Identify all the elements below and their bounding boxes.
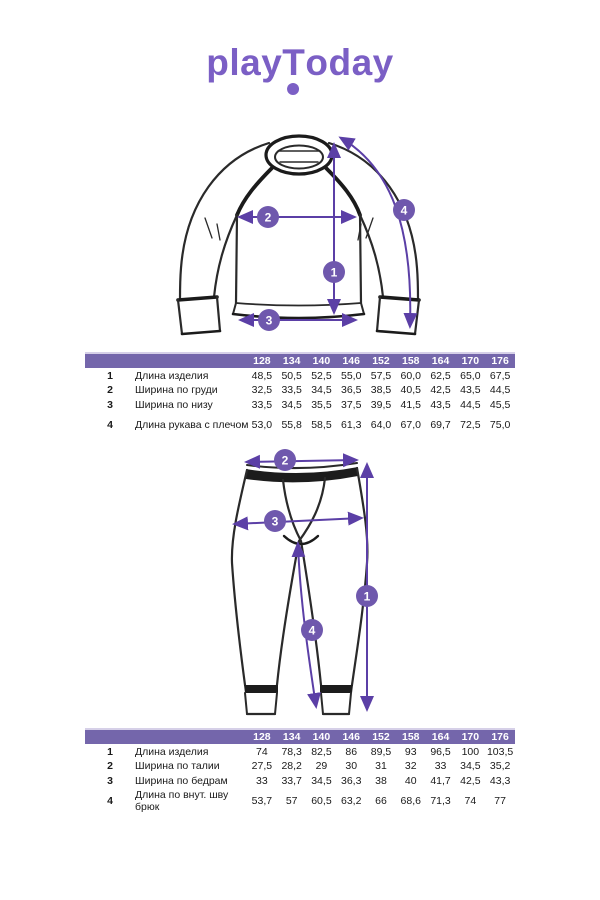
- value-cell: 43,3: [489, 774, 511, 787]
- value-cell: 57,5: [370, 369, 392, 382]
- value-cell: 34,5: [311, 384, 332, 397]
- value-cell: 78,3: [281, 745, 302, 758]
- value-cell: 35,5: [311, 398, 332, 411]
- waistband: [246, 467, 358, 482]
- row-number-cell: 2: [107, 384, 113, 397]
- value-cell: 33,7: [281, 774, 302, 787]
- size-header-cell: 170: [461, 730, 480, 743]
- value-cell: 35,2: [489, 760, 511, 773]
- value-cell: 103,5: [486, 745, 514, 758]
- value-cell: 33,5: [251, 398, 273, 411]
- value-cell: 37,5: [341, 398, 362, 411]
- marker-circle-4: [301, 619, 323, 641]
- value-cell: 72,5: [460, 419, 481, 432]
- value-cell: 32: [404, 760, 417, 773]
- row-number-cell: 3: [107, 398, 113, 411]
- marker-circle-2: [257, 206, 279, 228]
- value-cell: 65,0: [460, 369, 481, 382]
- marker-circle-1: [323, 261, 345, 283]
- value-cell: 60,5: [311, 794, 332, 807]
- svg-text:1: 1: [330, 265, 338, 280]
- value-cell: 48,5: [251, 369, 273, 382]
- value-cell: 43,5: [460, 384, 481, 397]
- measure-line-3-hips: [235, 518, 361, 524]
- table-row: [85, 397, 515, 412]
- marker-circle-3: [264, 510, 286, 532]
- value-cell: 93: [404, 745, 417, 758]
- value-cell: 32,5: [251, 384, 273, 397]
- value-cell: 67,0: [400, 419, 421, 432]
- svg-text:3: 3: [271, 514, 279, 529]
- value-cell: 55,8: [281, 419, 302, 432]
- marker-circle-1: [356, 585, 378, 607]
- value-cell: 40,5: [400, 384, 421, 397]
- value-cell: 42,5: [430, 384, 451, 397]
- size-header-cell: 134: [282, 354, 301, 367]
- measure-name-cell: Длина изделия: [135, 369, 209, 382]
- svg-text:2: 2: [264, 210, 272, 225]
- logo-text-t-with-dot: T: [282, 42, 306, 83]
- size-table-header: [85, 352, 515, 368]
- value-cell: 74: [256, 745, 268, 758]
- marker-circle-2: [274, 449, 296, 471]
- value-cell: 52,5: [311, 369, 332, 382]
- size-header-cell: 158: [402, 730, 420, 743]
- measure-name-cell: Ширина по бедрам: [135, 774, 228, 787]
- value-cell: 60,0: [400, 369, 421, 382]
- value-cell: 36,5: [341, 384, 362, 397]
- svg-text:3: 3: [265, 313, 273, 328]
- size-header-cell: 134: [282, 730, 301, 743]
- value-cell: 43,5: [430, 398, 451, 411]
- right-cuff-band: [320, 685, 353, 693]
- table-row: [85, 368, 515, 383]
- size-header-cell: 140: [312, 730, 331, 743]
- value-cell: 40: [404, 774, 417, 787]
- value-cell: 55,0: [341, 369, 362, 382]
- value-cell: 45,5: [489, 398, 511, 411]
- value-cell: 34,5: [460, 760, 481, 773]
- value-cell: 89,5: [370, 745, 392, 758]
- measure-line-2-waist: [247, 460, 356, 462]
- brand-logo: [0, 42, 600, 84]
- value-cell: 41,5: [400, 398, 421, 411]
- value-cell: 34,5: [311, 774, 332, 787]
- measure-name-cell: Длина рукава с плечом: [135, 419, 249, 432]
- table-row: [85, 744, 515, 759]
- pants-measurement-diagram: [200, 448, 400, 720]
- sweatshirt-svg: [120, 118, 460, 350]
- value-cell: 33: [256, 774, 268, 787]
- value-cell: 42,5: [460, 774, 481, 787]
- size-header-cell: 158: [402, 354, 420, 367]
- value-cell: 68,6: [400, 794, 421, 807]
- value-cell: 44,5: [460, 398, 481, 411]
- size-header-cell: 140: [312, 354, 331, 367]
- value-cell: 53,0: [251, 419, 273, 432]
- value-cell: 44,5: [489, 384, 511, 397]
- size-header-cell: 128: [253, 730, 271, 743]
- size-header-cell: 128: [253, 354, 271, 367]
- value-cell: 38,5: [370, 384, 392, 397]
- marker-circle-4: [393, 199, 415, 221]
- value-cell: 100: [461, 745, 480, 758]
- svg-text:4: 4: [400, 203, 408, 218]
- value-cell: 96,5: [430, 745, 451, 758]
- value-cell: 57: [285, 794, 298, 807]
- value-cell: 31: [375, 760, 387, 773]
- size-header-cell: 164: [431, 354, 450, 367]
- measure-name-cell: Ширина по талии: [135, 760, 220, 773]
- value-cell: 63,2: [341, 794, 362, 807]
- marker-circle-3: [258, 309, 280, 331]
- row-number-cell: 4: [107, 794, 113, 807]
- measure-name-cell: Ширина по низу: [135, 398, 213, 411]
- value-cell: 61,3: [341, 419, 362, 432]
- value-cell: 67,5: [489, 369, 511, 382]
- value-cell: 50,5: [281, 369, 302, 382]
- size-header-cell: 176: [491, 354, 509, 367]
- svg-text:4: 4: [308, 623, 316, 638]
- value-cell: 71,3: [430, 794, 451, 807]
- size-header-cell: 170: [461, 354, 480, 367]
- value-cell: 38: [375, 774, 387, 787]
- value-cell: 33: [434, 760, 447, 773]
- value-cell: 86: [345, 745, 358, 758]
- value-cell: 28,2: [281, 760, 302, 773]
- value-cell: 27,5: [251, 760, 273, 773]
- value-cell: 39,5: [370, 398, 392, 411]
- sweatshirt-outline: [178, 136, 419, 334]
- value-cell: 75,0: [489, 419, 511, 432]
- logo-text-oday: oday: [305, 42, 394, 83]
- pants-svg: [200, 448, 400, 720]
- svg-text:1: 1: [363, 589, 371, 604]
- value-cell: 69,7: [430, 419, 451, 432]
- table-row: [85, 418, 515, 433]
- value-cell: 58,5: [311, 419, 332, 432]
- size-header-cell: 146: [342, 354, 360, 367]
- value-cell: 77: [494, 794, 506, 807]
- value-cell: 33,5: [281, 384, 302, 397]
- size-header-cell: 152: [372, 730, 390, 743]
- row-number-cell: 1: [107, 369, 113, 382]
- value-cell: 29: [315, 760, 328, 773]
- row-number-cell: 4: [107, 419, 113, 432]
- svg-text:2: 2: [281, 453, 289, 468]
- value-cell: 74: [464, 794, 477, 807]
- table-row: [85, 383, 515, 398]
- value-cell: 34,5: [281, 398, 302, 411]
- logo-text-play: play: [206, 42, 283, 83]
- size-header-cell: 176: [491, 730, 509, 743]
- value-cell: 36,3: [341, 774, 362, 787]
- measure-name-cell: Ширина по груди: [135, 384, 218, 397]
- measure-name-cell: Длина изделия: [135, 745, 209, 758]
- size-header-cell: 146: [342, 730, 360, 743]
- pants-size-table: [85, 728, 515, 813]
- table-row: [85, 759, 515, 774]
- table-row: [85, 788, 515, 813]
- value-cell: 66: [375, 794, 387, 807]
- row-number-cell: 3: [107, 774, 113, 787]
- sweatshirt-size-table: [85, 352, 515, 432]
- value-cell: 62,5: [430, 369, 451, 382]
- size-header-cell: 164: [431, 730, 450, 743]
- value-cell: 64,0: [370, 419, 392, 432]
- size-header-cell: 152: [372, 354, 390, 367]
- value-cell: 41,7: [430, 774, 451, 787]
- row-number-cell: 1: [107, 745, 113, 758]
- sweatshirt-measurement-diagram: [120, 118, 460, 350]
- pants-outline: [232, 463, 368, 714]
- row-number-cell: 2: [107, 760, 113, 773]
- left-cuff-band: [244, 685, 278, 693]
- measure-name-cell: Длина по внут. шву брюк: [135, 788, 229, 813]
- value-cell: 82,5: [311, 745, 332, 758]
- size-table-header: [85, 728, 515, 744]
- value-cell: 30: [345, 760, 358, 773]
- table-row: [85, 773, 515, 788]
- value-cell: 53,7: [251, 794, 273, 807]
